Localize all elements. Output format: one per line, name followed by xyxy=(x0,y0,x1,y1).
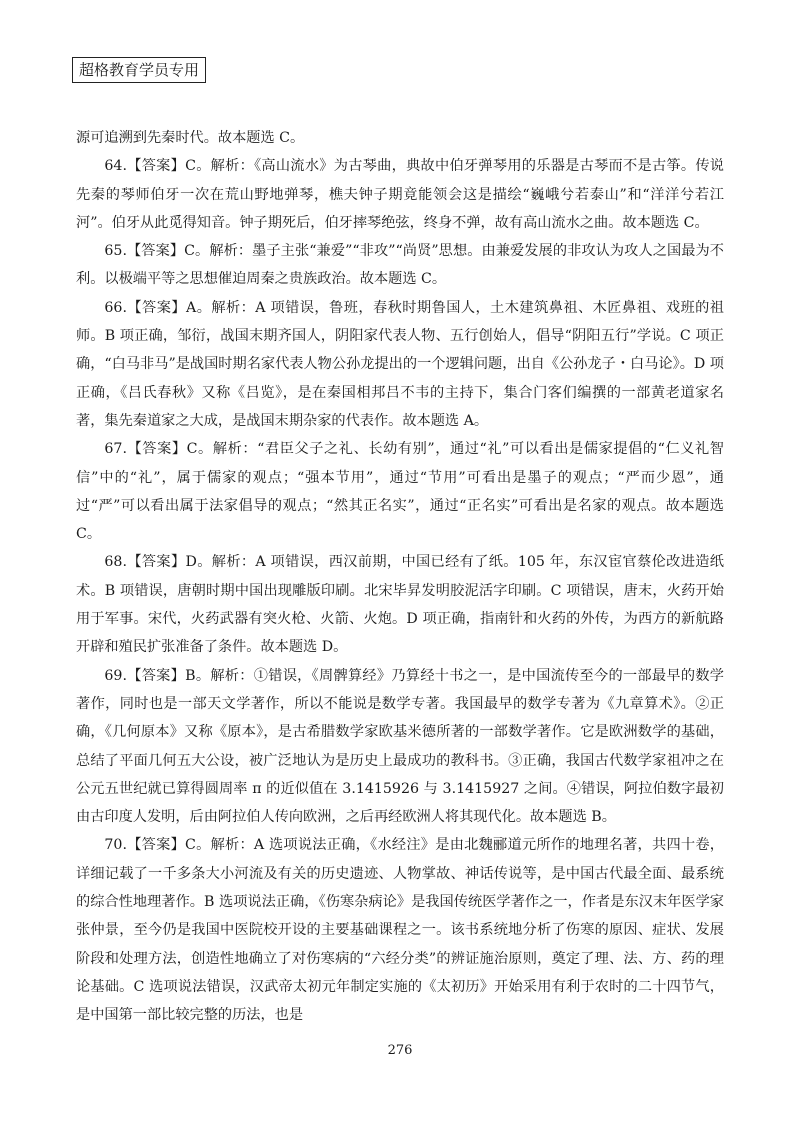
answer-69: 69.【答案】B。解析：①错误，《周髀算经》乃算经十书之一，是中国流传至今的一部最早的数学著作，同时也是一部天文学著作，所以不能说是数学专著。我国最早的数学专著为《九章算术》。②正确，《几何原本》又称《原本》，是古希腊数学家欧基米德所著的一部数学著作。它是欧洲数学的基础，总结了平面几何五大公设，被广泛地认为是历史上最成功的教科书。③正确，我国古代数学家祖冲之在公元五世纪就已算得圆周率 π 的近似值在 3.1415926 与 3.1415927 之间。④错误，阿拉伯数字最初由古印度人发明，后由阿拉伯人传向欧洲，之后再经欧洲人将其现代化。故本题选 B。 xyxy=(76,667,724,826)
page-number: 276 xyxy=(387,1043,413,1058)
header-label: 超格教育学员专用 xyxy=(72,57,206,83)
paragraph-continuation: 源可追溯到先秦时代。故本题选 C。 xyxy=(76,130,305,146)
answer-65: 65.【答案】C。解析：墨子主张“兼爱”“非攻”“尚贤”思想。由兼爱发展的非攻认为攻人之国最为不利。以极端平等之思想催迫周秦之贵族政治。故本题选 C。 xyxy=(76,243,724,288)
document-body xyxy=(76,124,724,1030)
answer-68: 68.【答案】D。解析：A 项错误，西汉前期，中国已经有了纸。105 年，东汉宦官蔡伦改进造纸术。B 项错误，唐朝时期中国出现雕版印刷。北宋毕昇发明胶泥活字印刷。C 项错误，唐末，火药开始用于军事。宋代，火药武器有突火枪、火箭、火炮。D 项正确，指南针和火药的外传，为西方的新航路开辟和殖民扩张准备了条件。故本题选 D。 xyxy=(76,554,724,656)
answer-70: 70.【答案】C。解析：A 选项说法正确，《水经注》是由北魏郦道元所作的地理名著，共四十卷，详细记载了一千多条大小河流及有关的历史遗迹、人物掌故、神话传说等，是中国古代最全面、最系统的综合性地理著作。B 选项说法正确，《伤寒杂病论》是我国传统医学著作之一，作者是东汉末年医学家张仲景，至今仍是我国中医院校开设的主要基础课程之一。该书系统地分析了伤寒的原因、症状、发展阶段和处理方法，创造性地确立了对伤寒病的“六经分类”的辨证施治原则，奠定了理、法、方、药的理论基础。C 选项说法错误，汉武帝太初元年制定实施的《太初历》开始采用有利于农时的二十四节气，是中国第一部比较完整的历法，也是 xyxy=(76,837,724,1024)
answer-67: 67.【答案】C。解析：“君臣父子之礼、长幼有别”，通过“礼”可以看出是儒家提倡的“仁义礼智信”中的“礼”，属于儒家的观点；“强本节用”，通过“节用”可看出是墨子的观点；“严而少恩”，通过“严”可以看出属于法家倡导的观点；“然其正名实”，通过“正名实”可看出是名家的观点。故本题选 C。 xyxy=(76,441,724,543)
answer-66: 66.【答案】A。解析：A 项错误，鲁班，春秋时期鲁国人，土木建筑鼻祖、木匠鼻祖、戏班的祖师。B 项正确，邹衍，战国末期齐国人，阴阳家代表人物、五行创始人，倡导“阴阳五行”学说。C 项正确，“白马非马”是战国时期名家代表人物公孙龙提出的一个逻辑问题，出自《公孙龙子・白马论》。D 项正确，《吕氏春秋》又称《吕览》，是在秦国相邦吕不韦的主持下，集合门客们编撰的一部黄老道家名著，集先秦道家之大成，是战国末期杂家的代表作。故本题选 A。 xyxy=(76,299,724,429)
answer-64: 64.【答案】C。解析：《高山流水》为古琴曲，典故中伯牙弹琴用的乐器是古琴而不是古筝。传说先秦的琴师伯牙一次在荒山野地弹琴，樵夫钟子期竟能领会这是描绘“巍峨兮若泰山”和“洋洋兮若江河”。伯牙从此觅得知音。钟子期死后，伯牙摔琴绝弦，终身不弹，故有高山流水之曲。故本题选 C。 xyxy=(76,158,724,231)
